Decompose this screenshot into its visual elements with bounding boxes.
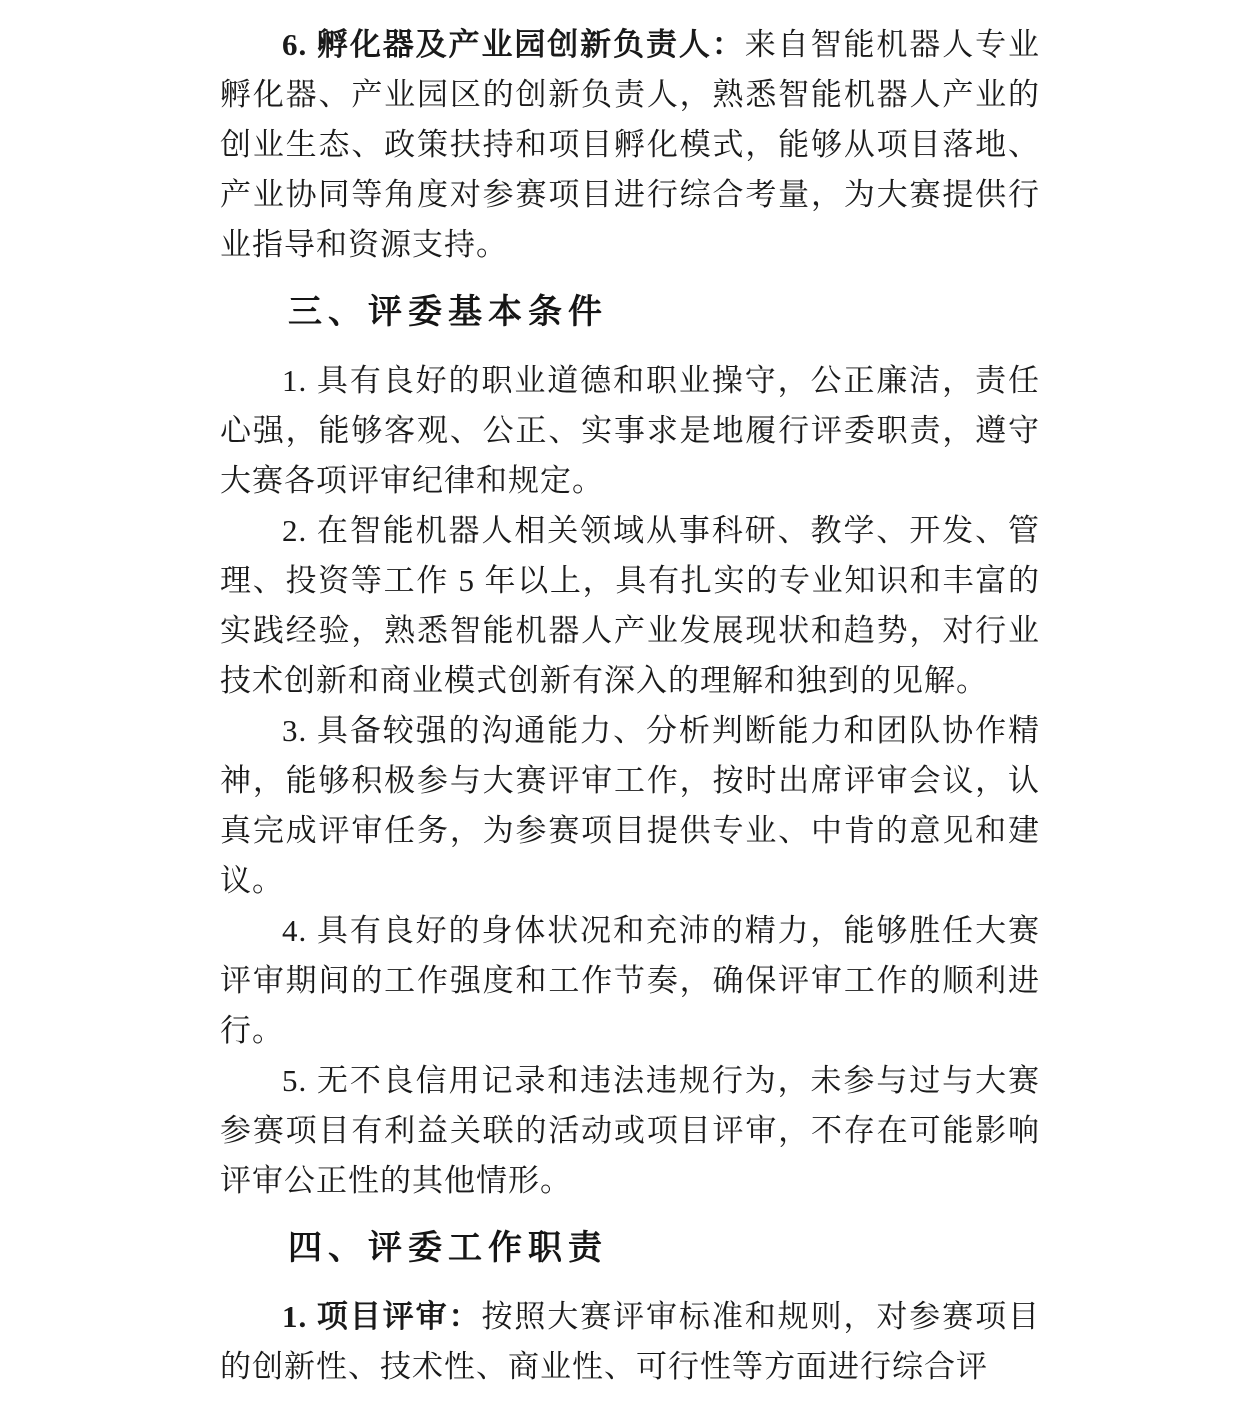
section-heading-three: 三、评委基本条件 — [288, 293, 608, 331]
duty-1-bold-label: 1. 项目评审： — [282, 1299, 482, 1334]
paragraph-condition-2: 2. 在智能机器人相关领域从事科研、教学、开发、管理、投资等工作 5 年以上，具有扎实的专业知识和丰富的实践经验，熟悉智能机器人产业发展现状和趋势，对行业技术创新和商业模式创新有深入的理解和独到的见解。 — [220, 513, 1040, 698]
paragraph-condition-4: 4. 具有良好的身体状况和充沛的精力，能够胜任大赛评审期间的工作强度和工作节奏，确保评审工作的顺利进行。 — [220, 913, 1040, 1048]
section-heading-four: 四、评委工作职责 — [288, 1229, 608, 1267]
paragraph-condition-1: 1. 具有良好的职业道德和职业操守，公正廉洁，责任心强，能够客观、公正、实事求是地履行评委职责，遵守大赛各项评审纪律和规定。 — [220, 363, 1040, 498]
paragraph-condition-5: 5. 无不良信用记录和违法违规行为，未参与过与大赛参赛项目有利益关联的活动或项目评审，不存在可能影响评审公正性的其他情形。 — [220, 1063, 1040, 1198]
duty-1-text: 按照大赛评审标准和规则，对参赛项目的创新性、技术性、商业性、可行性等方面进行综合评 — [220, 1299, 1041, 1384]
item-6-bold-label: 6. 孵化器及产业园创新负责人： — [282, 27, 745, 62]
paragraph-duty-1 — [220, 1292, 1040, 1392]
item-6-text: 来自智能机器人专业孵化器、产业园区的创新负责人，熟悉智能机器人产业的创业生态、政策扶持和项目孵化模式，能够从项目落地、产业协同等角度对参赛项目进行综合考量，为大赛提供行业指导和资源支持。 — [220, 27, 1041, 262]
paragraph-item-6 — [220, 20, 1040, 270]
paragraph-condition-3: 3. 具备较强的沟通能力、分析判断能力和团队协作精神，能够积极参与大赛评审工作，按时出席评审会议，认真完成评审任务，为参赛项目提供专业、中肯的意见和建议。 — [220, 713, 1040, 898]
